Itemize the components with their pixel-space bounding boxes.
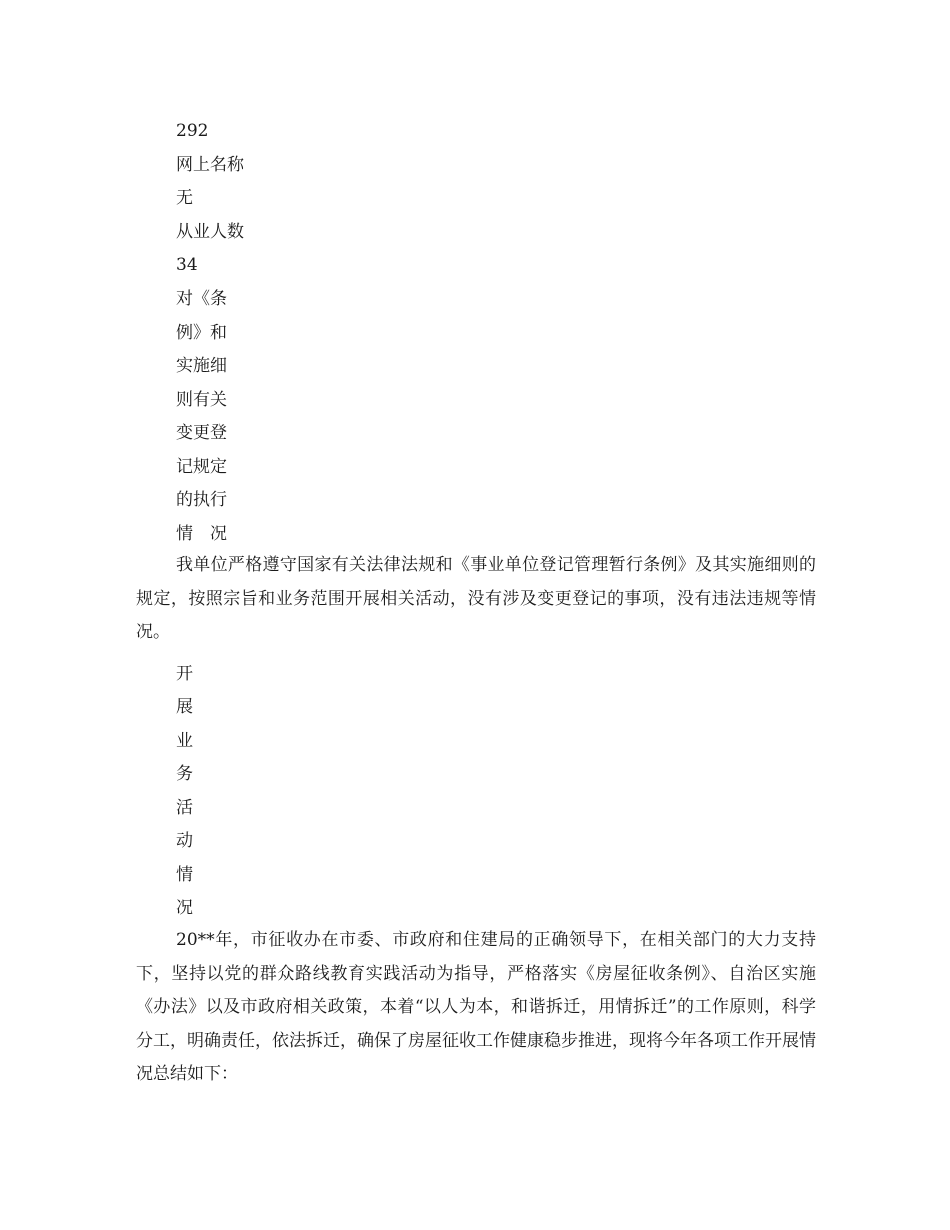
- value-online-name: 无: [176, 188, 193, 208]
- label-employee-count: 从业人数: [176, 222, 244, 242]
- label-regulation-line-7: 的执行: [176, 490, 227, 510]
- label-regulation-line-4: 则有关: [176, 390, 227, 410]
- label-regulation-line-8: 情 况: [176, 524, 227, 544]
- label-online-name: 网上名称: [176, 155, 244, 175]
- value-employee-count: 34: [176, 255, 198, 275]
- label-business-line-5: 活: [176, 798, 193, 818]
- label-regulation-line-2: 例》和: [176, 323, 227, 343]
- label-business-line-6: 动: [176, 831, 193, 851]
- label-regulation-line-3: 实施细: [176, 356, 227, 376]
- paragraph-work-summary: 20**年，市征收办在市委、市政府和住建局的正确领导下，在相关部门的大力支持下，坚持以党的群众路线教育实践活动为指导，严格落实《房屋征收条例》、自治区实施《办法》以及市政府相关政策，本着“以人为本，和谐拆迁，用情拆迁”的工作原则，科学分工，明确责任，依法拆迁，确保了房屋征收工作健康稳步推进，现将今年各项工作开展情况总结如下：: [136, 930, 816, 1085]
- label-business-line-8: 况: [176, 898, 193, 918]
- label-regulation-line-1: 对《条: [176, 289, 227, 309]
- label-business-line-4: 务: [176, 764, 193, 784]
- label-business-line-2: 展: [176, 697, 193, 717]
- label-business-line-3: 业: [176, 731, 193, 751]
- label-business-line-1: 开: [176, 664, 193, 684]
- label-regulation-line-6: 记规定: [176, 457, 227, 477]
- paragraph-regulation-compliance: 我单位严格遵守国家有关法律法规和《事业单位登记管理暂行条例》及其实施细则的规定，按照宗旨和业务范围开展相关活动，没有涉及变更登记的事项，没有违法违规等情况。: [136, 555, 816, 643]
- label-regulation-line-5: 变更登: [176, 423, 227, 443]
- value-292: 292: [176, 121, 209, 141]
- label-business-line-7: 情: [176, 865, 193, 885]
